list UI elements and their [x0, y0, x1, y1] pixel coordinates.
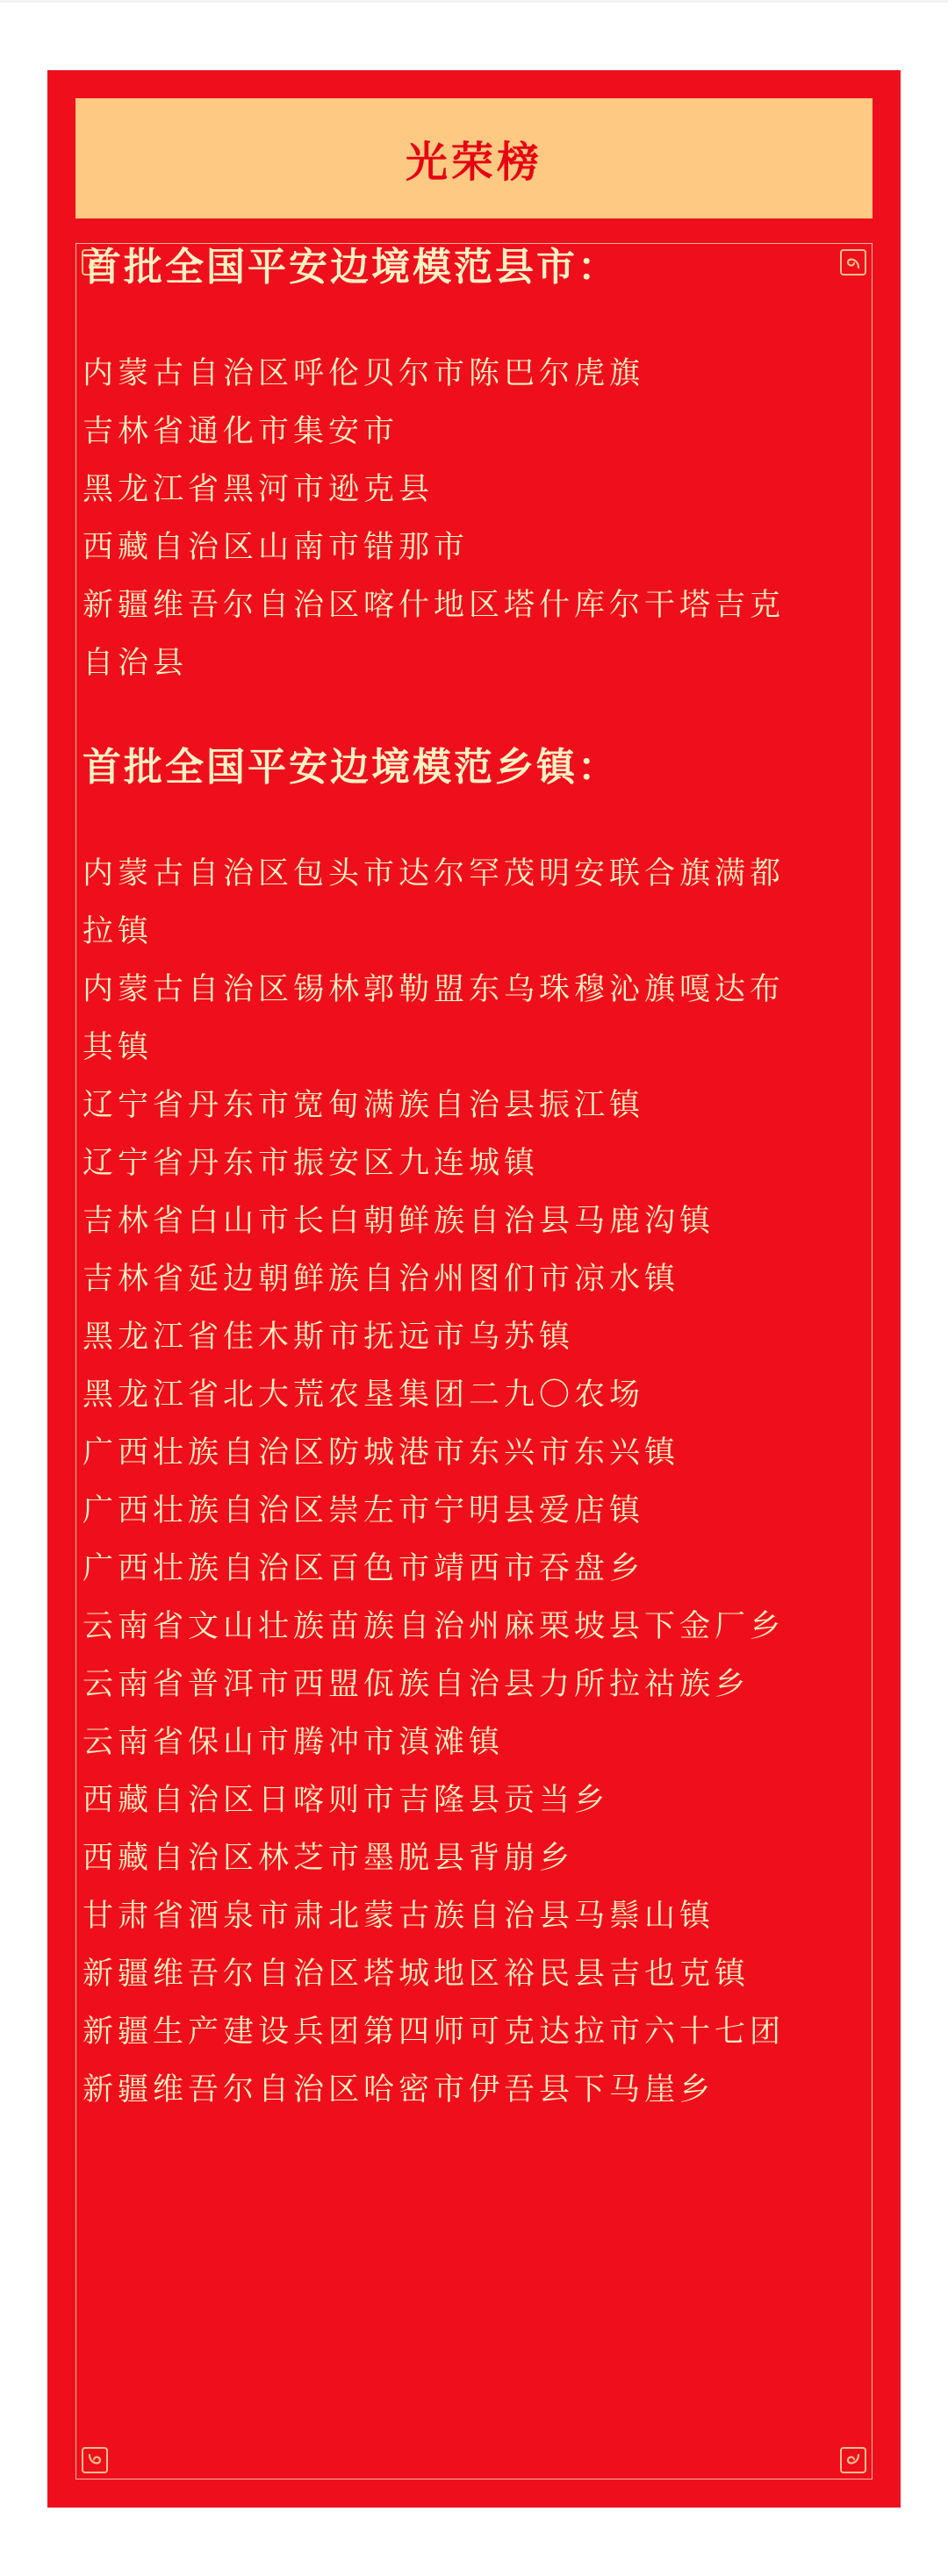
list-item: 云南省保山市腾冲市滇滩镇: [83, 1725, 505, 1760]
list-item: 西藏自治区林芝市墨脱县背崩乡: [83, 1841, 575, 1876]
list-item: 内蒙古自治区锡林郭勒盟东乌珠穆沁旗嘎达布其镇: [83, 972, 786, 1065]
corner-scroll-ornament-icon: [840, 249, 866, 275]
section-heading-counties: 首批全国平安边境模范县市：: [83, 245, 619, 290]
list-item: 辽宁省丹东市宽甸满族自治县振江镇: [83, 1088, 645, 1123]
list-item: 吉林省白山市长白朝鲜族自治县马鹿沟镇: [83, 1204, 715, 1239]
township-list: [83, 845, 816, 2119]
honor-list-content: [83, 241, 816, 2119]
list-item: 西藏自治区日喀则市吉隆县贡当乡: [83, 1783, 610, 1818]
honor-board-panel: [47, 70, 901, 2508]
list-item: 云南省普洱市西盟佤族自治县力所拉祜族乡: [83, 1667, 750, 1702]
list-item: 吉林省通化市集安市: [83, 414, 399, 449]
list-item: 辽宁省丹东市振安区九连城镇: [83, 1146, 540, 1181]
top-divider: [0, 0, 948, 3]
list-item: 云南省文山壮族苗族自治州麻栗坡县下金厂乡: [83, 1609, 786, 1644]
list-item: 黑龙江省北大荒农垦集团二九〇农场: [83, 1377, 645, 1413]
list-item: 黑龙江省黑河市逊克县: [83, 472, 434, 507]
list-item: 新疆维吾尔自治区喀什地区塔什库尔干塔吉克自治县: [83, 588, 786, 681]
list-item: 黑龙江省佳木斯市抚远市乌苏镇: [83, 1320, 575, 1355]
list-item: 广西壮族自治区百色市靖西市吞盘乡: [83, 1551, 645, 1586]
section-spacer: [83, 692, 816, 741]
list-item: 内蒙古自治区呼伦贝尔市陈巴尔虎旗: [83, 356, 645, 391]
list-item: 新疆维吾尔自治区塔城地区裕民县吉也克镇: [83, 1957, 750, 1992]
list-item: 广西壮族自治区崇左市宁明县爱店镇: [83, 1493, 645, 1528]
list-item: 吉林省延边朝鲜族自治州图们市凉水镇: [83, 1262, 680, 1297]
corner-scroll-ornament-icon: [840, 2447, 866, 2473]
list-item: 甘肃省酒泉市肃北蒙古族自治县马鬃山镇: [83, 1899, 715, 1934]
corner-scroll-ornament-icon: [82, 2447, 108, 2473]
list-item: 广西壮族自治区防城港市东兴市东兴镇: [83, 1435, 680, 1470]
list-item: 内蒙古自治区包头市达尔罕茂明安联合旗满都拉镇: [83, 856, 786, 949]
section-heading-townships: 首批全国平安边境模范乡镇：: [83, 745, 619, 790]
county-list: [83, 345, 816, 692]
page-title: 光荣榜: [405, 138, 542, 187]
list-item: 新疆生产建设兵团第四师可克达拉市六十七团: [83, 2014, 786, 2050]
list-item: 西藏自治区山南市错那市: [83, 530, 470, 565]
list-item: 新疆维吾尔自治区哈密市伊吾县下马崖乡: [83, 2072, 715, 2107]
title-banner: [75, 98, 873, 218]
